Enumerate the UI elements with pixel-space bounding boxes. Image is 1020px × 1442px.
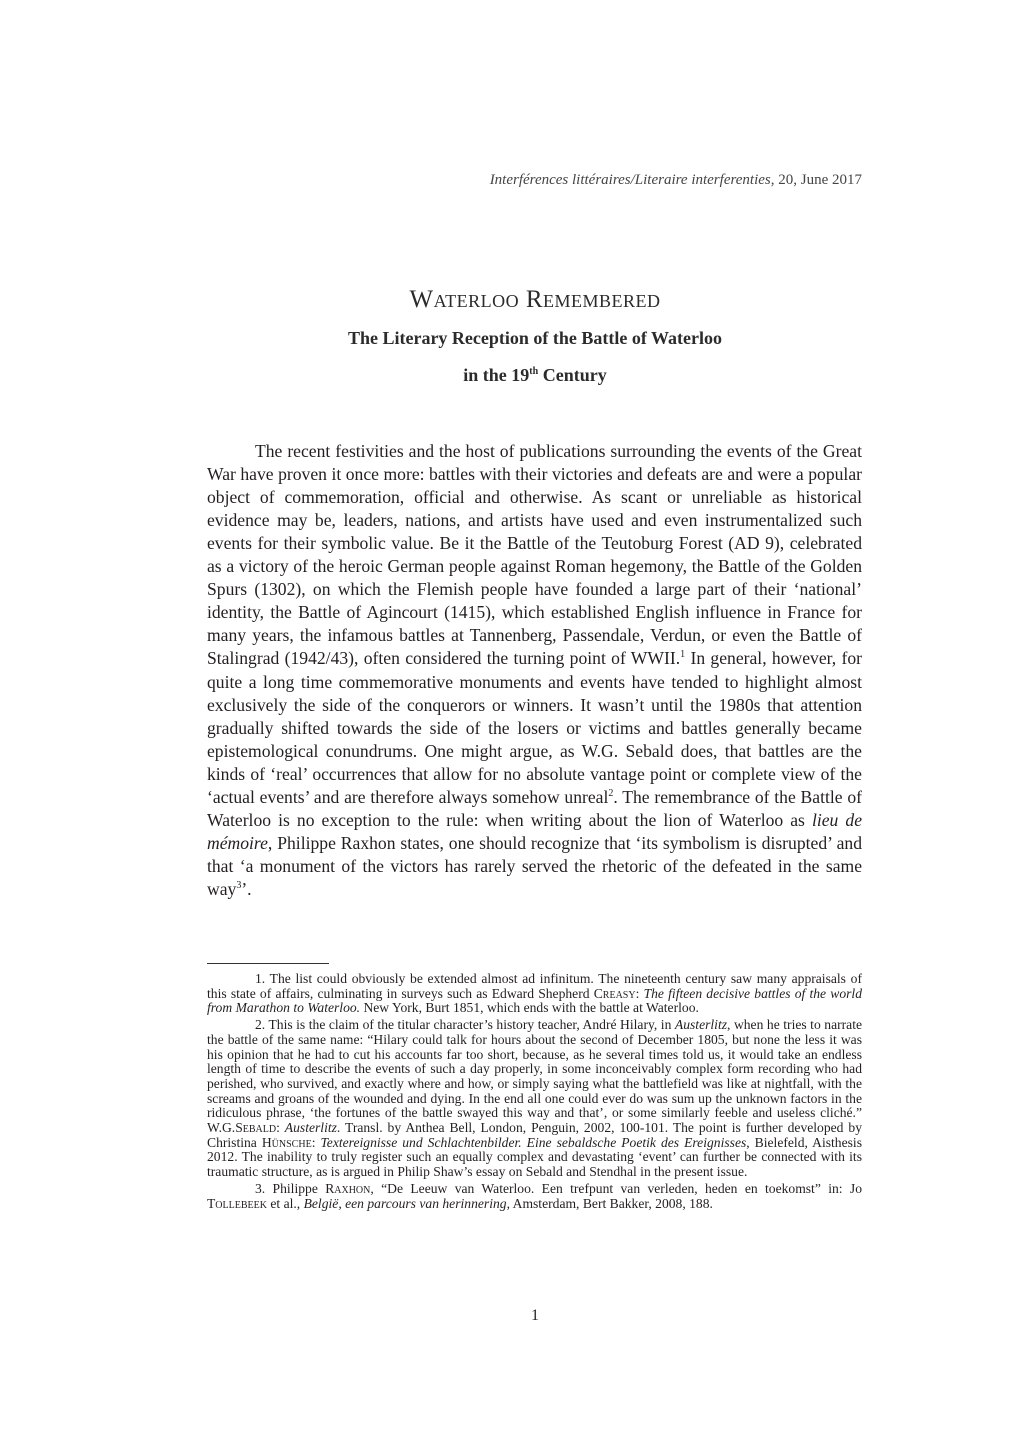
journal-title: Interférences littéraires/Literaire interferenties	[489, 172, 771, 188]
italic-text: The fifteen decisive battles of the world from Marathon to Waterloo.	[207, 985, 862, 1016]
italic-text: België, een parcours van herinnering	[303, 1195, 507, 1211]
author-name: Sebald	[235, 1120, 277, 1136]
text-run: , Bielefeld, Aisthesis 2012. The inability to truly register such an equally complex and devastating ‘event’ can further be connected with its traumatic structure, as is argued in Philip Shaw’s essay on Sebald and Stendhal in the present issue.	[207, 1134, 862, 1180]
footnote-3	[207, 1182, 862, 1211]
text-run: :	[635, 985, 644, 1001]
text-run: . Transl. by Anthea Bell, London, Penguin, 2002, 100-101. The point is further developed by Christina	[207, 1120, 862, 1150]
issue-info: , 20, June 2017	[770, 172, 862, 188]
subtitle-text: Century	[538, 365, 607, 385]
article-subtitle-line2	[0, 365, 1020, 386]
italic-text: lieu de mémoire	[207, 810, 862, 854]
text-run: New York, Burt 1851, which ends with the battle at Waterloo.	[360, 1000, 699, 1016]
footnotes	[207, 972, 862, 1213]
text-run: , Amsterdam, Bert Bakker, 2008, 188.	[506, 1195, 713, 1211]
italic-text: Austerlitz	[674, 1017, 728, 1033]
italic-text: Austerlitz	[284, 1120, 337, 1136]
text-run: 3. Philippe	[255, 1180, 326, 1196]
text-run: :	[311, 1134, 321, 1150]
text-run: The recent festivities and the host of publications surrounding the events of the Great War have proven it once more: battles with their victories and defeats are and were a popular object of commemoration, official and otherwise. As scant or unreliable as historical evidence may be, leaders, nations, and artists have used and even instrumentalized such events for their symbolic value. Be it the Battle of the Teutoburg Forest (AD 9), celebrated as a victory of the heroic German people against Roman hegemony, the Battle of the Golden Spurs (1302), on which the Flemish people have founded a large part of their ‘national’ identity, the Battle of Agincourt (1415), which established English influence in France for many years, the infamous battles at Tannenberg, Passendale, Verdun, or even the Battle of Stalingrad (1942/43), often considered the turning point of WWII.	[207, 440, 862, 669]
text-run: In general, however, for quite a long time commemorative monuments and events have tended to highlight almost exclusively the side of the conquerors or winners. It wasn’t until the 1980s that attention gradually shifted towards the side of the losers or victims and battles generally became epistemological conundrums. One might argue, as W.G. Sebald does, that battles are the kinds of ‘real’ occurrences that allow for no absolute vantage point or complete view of the ‘actual events’ and are therefore always somehow unreal	[207, 648, 863, 807]
footnote-2	[207, 1018, 862, 1180]
subtitle-text: in the 19	[463, 365, 530, 385]
text-run: , “De Leeuw van Waterloo. Een trefpunt van verleden, heden en toekomst” in: Jo	[370, 1180, 862, 1196]
text-run: ’.	[241, 879, 252, 900]
text-run: et al.,	[266, 1195, 304, 1211]
footnote-1	[207, 972, 862, 1016]
text-run: . The remembrance of the Battle of Waterloo is no exception to the rule: when writing about the lion of Waterloo as	[207, 787, 863, 831]
text-run: :	[276, 1120, 285, 1136]
author-name: Hünsche	[261, 1134, 312, 1150]
footnote-ref[interactable]: 1	[680, 649, 686, 661]
text-run: 2. This is the claim of the titular character’s history teacher, André Hilary, in	[255, 1017, 675, 1033]
author-name: Tollebeek	[207, 1195, 267, 1211]
footnote-ref[interactable]: 3	[236, 880, 242, 892]
footnote-ref[interactable]: 2	[608, 788, 614, 800]
text-run: , Philippe Raxhon states, one should recognize that ‘its symbolism is disrupted’ and that ‘a monument of the victors has rarely served the rhetoric of the defeated in the same way	[207, 833, 862, 900]
article-title: Waterloo Remembered	[409, 286, 661, 313]
page-number: 1	[531, 1307, 539, 1324]
body-paragraph	[207, 440, 862, 902]
footnote-rule	[207, 963, 329, 964]
subtitle-sup: th	[529, 366, 539, 377]
text-run: 1. The list could obviously be extended almost ad infinitum. The nineteenth century saw many appraisals of this state of affairs, culminating in surveys such as Edward Shepherd	[207, 971, 862, 1001]
author-name: Raxhon	[325, 1180, 371, 1196]
running-header	[490, 172, 862, 189]
article-subtitle: The Literary Reception of the Battle of Waterloo	[347, 328, 723, 348]
italic-text: Textereignisse und Schlachtenbilder. Eine sebaldsche Poetik des Ereignisses	[320, 1134, 747, 1150]
text-run: , when he tries to narrate the battle of the same name: “Hilary could talk for hours about the second of December 1805, but none the less it was his opinion that he had to cut his accounts far too short, because, as he several times told us, it would take an endless length of time to describe the events of such a day properly, in some inconceivably complex form recording who had perished, who survived, and exactly where and how, or simply saying what the battlefield was like at nightfall, with the screams and groans of the wounded and dying. In the end all one could ever do was sum up the unknown factors in the ridiculous phrase, ‘the fortunes of the battle swayed this way and that’, or some similarly feeble and useless cliché.” W.G.	[207, 1017, 863, 1136]
author-name: Creasy	[593, 985, 636, 1001]
